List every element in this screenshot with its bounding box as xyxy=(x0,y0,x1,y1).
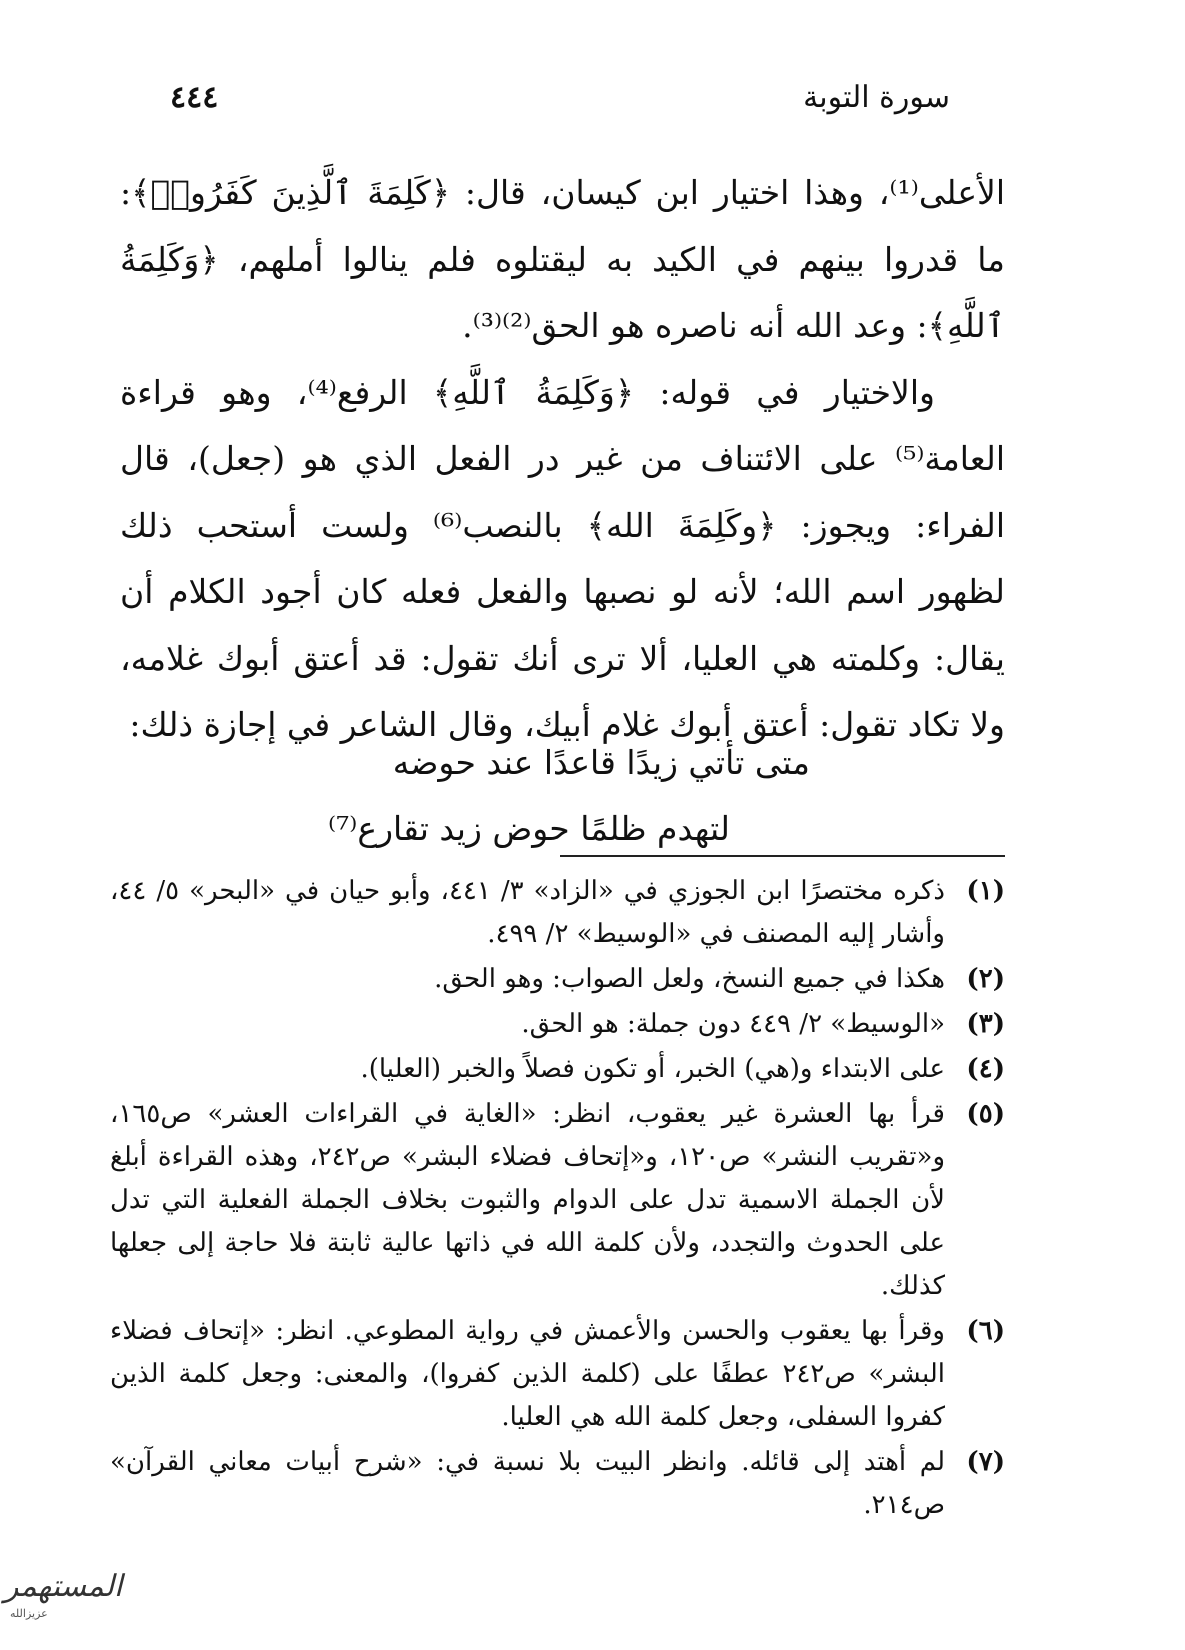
footnote-number: (٥) xyxy=(966,1099,1005,1129)
footnote-text: على الابتداء و(هي) الخبر، أو تكون فصلاً والخبر (العليا). xyxy=(360,1054,945,1084)
logo-subtext: عزيزالله xyxy=(10,1607,48,1620)
footnotes xyxy=(110,870,1005,1527)
page-number: ٤٤٤ xyxy=(170,80,219,115)
footnote-number: (٤) xyxy=(966,1054,1005,1084)
footnote-5 xyxy=(110,1093,1005,1308)
footnote-text: هكذا في جميع النسخ، ولعل الصواب: وهو الحق. xyxy=(434,964,945,994)
footnote-1 xyxy=(110,870,1005,956)
paragraph-2: والاختيار في قوله: ﴿وَكَلِمَةُ ٱللَّهِ﴾ الرفع⁽⁴⁾، وهو قراءة العامة⁽⁵⁾ على الائتناف من غير در الفعل الذي هو (جعل)، قال الفراء: ويجوز: ﴿وكَلِمَةَ الله﴾ بالنصب⁽⁶⁾ ولست أستحب ذلك لظهور اسم الله؛ لأنه لو نصبها والفعل فعله كان أجود الكلام أن يقال: وكلمته هي العليا، ألا ترى أنك تقول: قد أعتق أبوك غلامه، ولا تكاد تقول: أعتق أبوك غلام أبيك، وقال الشاعر في إجازة ذلك: xyxy=(120,372,1005,744)
footnote-text: وقرأ بها يعقوب والحسن والأعمش في رواية المطوعي. انظر: «إتحاف فضلاء البشر» ص٢٤٢ عطفًا على (كلمة الذين كفروا)، والمعنى: وجعل كلمة الذين كفروا السفلى، وجعل كلمة الله هي العليا. xyxy=(110,1316,945,1432)
footnote-divider xyxy=(560,855,1005,857)
footnote-4 xyxy=(110,1048,1005,1091)
footnote-text: قرأ بها العشرة غير يعقوب، انظر: «الغاية في القراءات العشر» ص١٦٥، و«تقريب النشر» ص١٢٠، و«إتحاف فضلاء البشر» ص٢٤٢، وهذه القراءة أبلغ لأن الجملة الاسمية تدل على الدوام والثبوت بخلاف الجملة الفعلية التي تدل على الحدوث والتجدد، ولأن كلمة الله في ذاتها عالية ثابتة فلا حاجة إلى جعلها كذلك. xyxy=(110,1099,945,1301)
page-header xyxy=(170,80,950,130)
surah-title: سورة التوبة xyxy=(803,80,950,115)
footnote-number: (٦) xyxy=(966,1316,1005,1346)
poem-line-1: متى تأتي زيدًا قاعدًا عند حوضه xyxy=(392,743,810,782)
main-text xyxy=(120,160,1005,759)
footnote-7 xyxy=(110,1441,1005,1527)
footnote-text: ذكره مختصرًا ابن الجوزي في «الزاد» ٣/ ٤٤١، وأبو حيان في «البحر» ٥/ ٤٤، وأشار إليه المصنف في «الوسيط» ٢/ ٤٩٩. xyxy=(110,876,945,949)
footnote-2 xyxy=(110,958,1005,1001)
paragraph-1: الأعلى⁽¹⁾، وهذا اختيار ابن كيسان، قال: ﴿كَلِمَةَ ٱلَّذِينَ كَفَرُوا۟﴾: ما قدروا بينهم في الكيد به ليقتلوه فلم ينالوا أملهم، ﴿وَكَلِمَةُ ٱللَّهِ﴾: وعد الله أنه ناصره هو الحق⁽²⁾⁽³⁾. xyxy=(120,173,1005,345)
poem-verse xyxy=(250,730,810,862)
footnote-number: (٧) xyxy=(966,1447,1005,1477)
publisher-logo xyxy=(0,1565,123,1635)
footnote-number: (٣) xyxy=(966,1009,1005,1039)
poem-line-2: لتهدم ظلمًا حوض زيد تقارع⁽⁷⁾ xyxy=(327,809,730,848)
footnote-number: (٢) xyxy=(966,964,1005,994)
footnote-text: لم أهتد إلى قائله. وانظر البيت بلا نسبة في: «شرح أبيات معاني القرآن» ص٢١٤. xyxy=(110,1447,945,1520)
logo-text: المستهمر xyxy=(4,1569,123,1604)
footnote-number: (١) xyxy=(966,876,1005,906)
footnote-3 xyxy=(110,1003,1005,1046)
footnote-text: «الوسيط» ٢/ ٤٤٩ دون جملة: هو الحق. xyxy=(521,1009,945,1039)
footnote-6 xyxy=(110,1310,1005,1439)
